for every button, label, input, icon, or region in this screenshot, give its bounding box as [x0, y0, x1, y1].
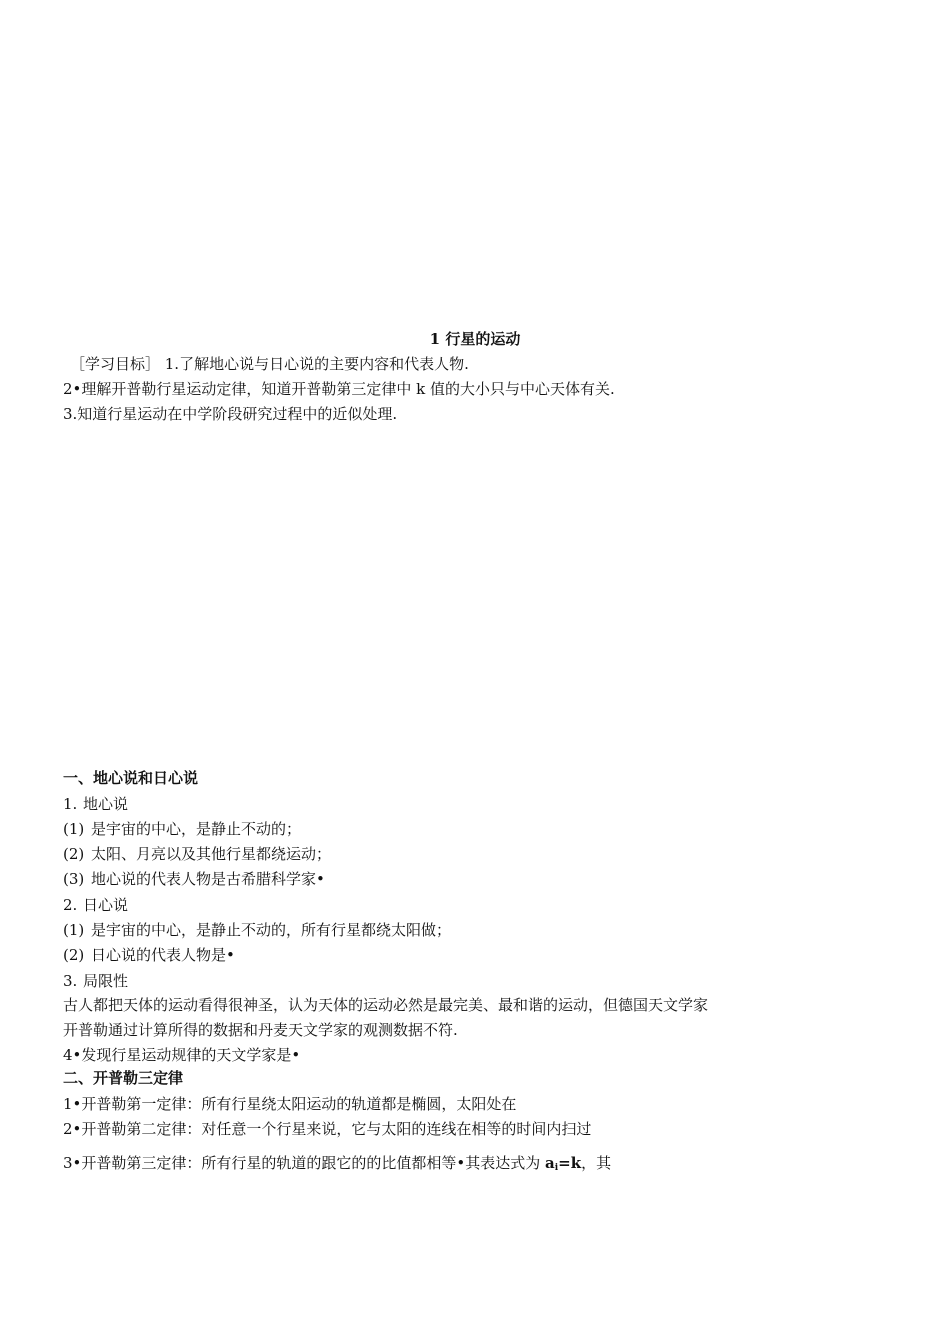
geocentric-item-3-num: (3): [63, 870, 85, 888]
limitations-label: [63, 971, 128, 991]
geocentric-item-1-num: (1): [63, 820, 85, 838]
heliocentric-label: [63, 895, 128, 915]
objective-line-2: 2•理解开普勒行星运动定律，知道开普勒第三定律中 k 值的大小只与中心天体有关.: [63, 380, 615, 398]
geocentric-item-1: [63, 819, 301, 839]
geocentric-item-3-text: 地心说的代表人物是古希腊科学家•: [91, 870, 325, 888]
objective-line-3: 3.知道行星运动在中学阶段研究过程中的近似处理.: [63, 405, 398, 423]
heliocentric-item-2: [63, 945, 235, 965]
section2-heading: 二、开普勒三定律: [63, 1069, 184, 1087]
heliocentric-label-text: 日心说: [83, 896, 129, 914]
kepler-law-3-formula: [545, 1154, 581, 1172]
kepler-law-3: [63, 1153, 611, 1173]
discoverer-question: 4•发现行星运动规律的天文学家是•: [63, 1046, 301, 1064]
heliocentric-item-1-text: 是宇宙的中心，是静止不动的，所有行星都绕太阳做；: [91, 921, 452, 939]
geocentric-item-3: [63, 869, 325, 889]
heliocentric-label-num: 2.: [63, 896, 78, 914]
geocentric-label-text: 地心说: [83, 795, 129, 813]
geocentric-item-2: [63, 844, 331, 864]
kepler-law-1: 1•开普勒第一定律：所有行星绕太阳运动的轨道都是椭圆，太阳处在: [63, 1095, 517, 1113]
geocentric-label: [63, 794, 128, 814]
heliocentric-item-2-num: (2): [63, 946, 85, 964]
limitations-label-num: 3.: [63, 972, 78, 990]
section1-heading: 一、地心说和日心说: [63, 769, 199, 787]
geocentric-item-2-num: (2): [63, 845, 85, 863]
heliocentric-item-2-text: 日心说的代表人物是•: [91, 946, 235, 964]
page-title: 1 行星的运动: [429, 330, 521, 348]
geocentric-item-2-text: 太阳、月亮以及其他行星都绕运动；: [91, 845, 332, 863]
limitations-para-line-2: 开普勒通过计算所得的数据和丹麦天文学家的观测数据不符.: [63, 1021, 458, 1039]
limitations-para-line-1: 古人都把天体的运动看得很神圣，认为天体的运动必然是最完美、最和谐的运动，但德国天文学家: [63, 996, 709, 1014]
objective-line-1: ［学习目标］ 1.了解地心说与日心说的主要内容和代表人物.: [70, 355, 469, 373]
kepler-law-3-prefix: 3•开普勒第三定律：所有行星的轨道的跟它的的比值都相等•其表达式为: [63, 1154, 546, 1172]
kepler-law-2: 2•开普勒第二定律：对任意一个行星来说，它与太阳的连线在相等的时间内扫过: [63, 1120, 592, 1138]
formula-rest: =k: [558, 1154, 582, 1172]
limitations-label-text: 局限性: [83, 972, 129, 990]
kepler-law-3-suffix: ，其: [581, 1154, 612, 1172]
geocentric-label-num: 1.: [63, 795, 78, 813]
formula-subscript: i: [554, 1163, 559, 1173]
geocentric-item-1-text: 是宇宙的中心，是静止不动的；: [91, 820, 302, 838]
heliocentric-item-1: [63, 920, 451, 940]
heliocentric-item-1-num: (1): [63, 921, 85, 939]
formula-a: a: [545, 1154, 555, 1172]
